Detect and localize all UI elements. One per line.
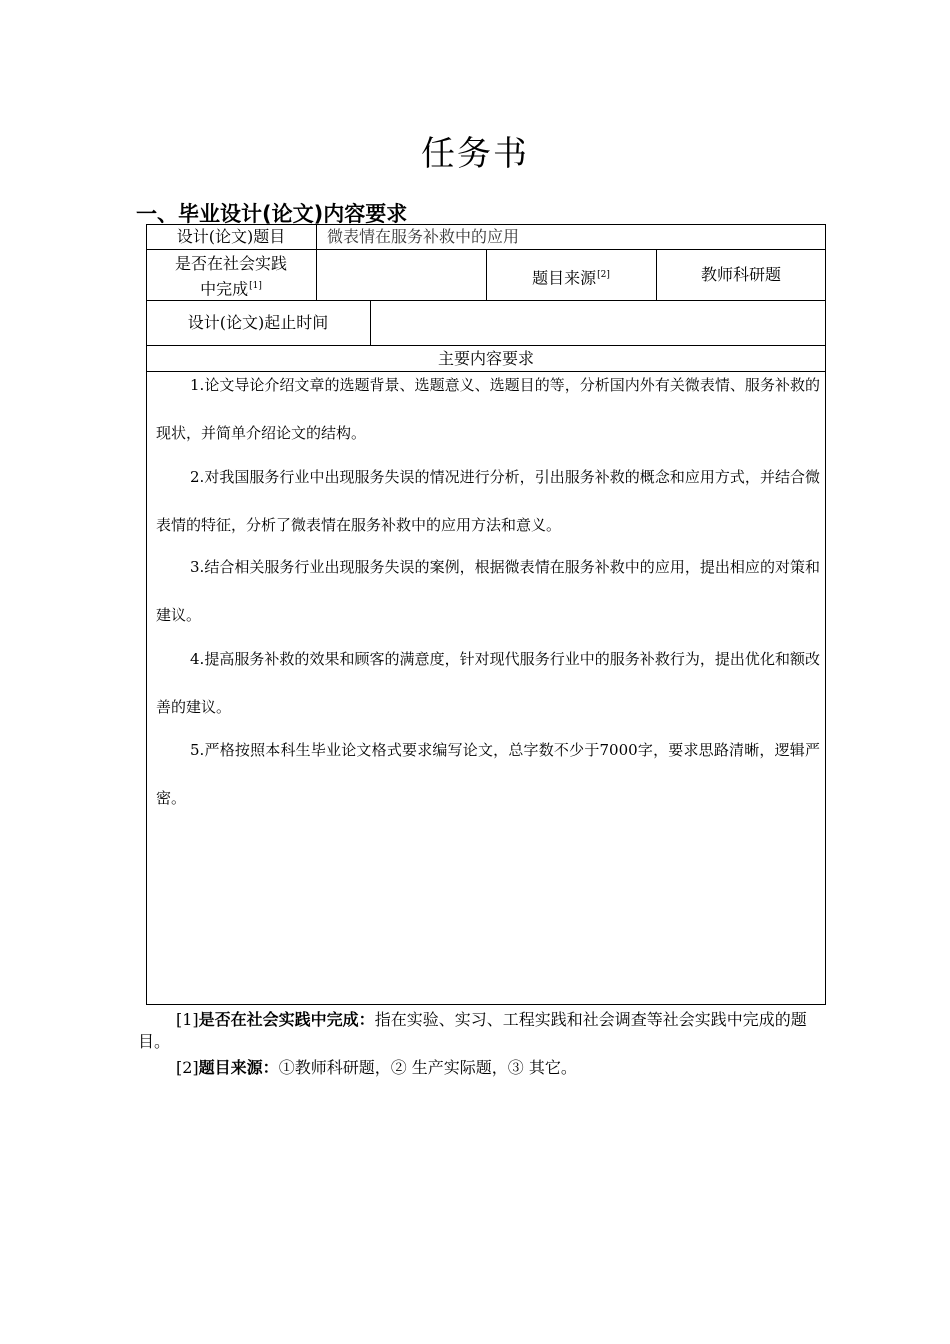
- source-label: [486, 264, 656, 289]
- footnote-text: 指在实验、实习、工程实践和社会调查等社会实践中完成的题目。: [138, 1010, 807, 1051]
- col-divider: [370, 300, 371, 346]
- source-value: 教师科研题: [700, 265, 781, 284]
- footnote-ref: [1]: [176, 1010, 199, 1029]
- practice-label: [146, 253, 316, 300]
- footnote-2: [138, 1057, 838, 1079]
- topic-value: 微表情在服务补救中的应用: [327, 227, 520, 246]
- footnote-term: 题目来源：: [198, 1058, 279, 1077]
- footnote-ref: [2]: [176, 1058, 199, 1077]
- requirement-item: 5.严格按照本科生毕业论文格式要求编写论文，总字数不少于7000字，要求思路清晰，逻辑严密。: [156, 741, 820, 807]
- period-label: 设计(论文)起止时间: [187, 313, 329, 332]
- row-divider: [146, 345, 826, 346]
- section-heading: 一、毕业设计(论文)内容要求: [136, 202, 408, 226]
- requirement-item: 2.对我国服务行业中出现服务失误的情况进行分析，引出服务补救的概念和应用方式，并结合微表情的特征，分析了微表情在服务补救中的应用方法和意义。: [156, 468, 820, 534]
- requirement-item: 1.论文导论介绍文章的选题背景、选题意义、选题目的等，分析国内外有关微表情、服务补救的现状，并简单介绍论文的结构。: [156, 376, 820, 442]
- practice-label-line2: 中完成: [200, 279, 249, 299]
- source-label-text: 题目来源: [532, 268, 597, 288]
- footnote-ref: [2]: [597, 270, 610, 280]
- footnote-text: ①教师科研题，② 生产实际题，③ 其它。: [278, 1058, 577, 1077]
- topic-label: 设计(论文)题目: [176, 227, 286, 246]
- requirement-item: 4.提高服务补救的效果和顾客的满意度，针对现代服务行业中的服务补救行为，提出优化和额改善的建议。: [156, 650, 820, 716]
- page-title: 任务书: [421, 134, 529, 174]
- footnote-1: [138, 1009, 838, 1053]
- practice-label-line1: 是否在社会实践: [174, 254, 287, 273]
- col-divider: [316, 224, 317, 301]
- footnote-term: 是否在社会实践中完成：: [198, 1010, 375, 1029]
- footnote-ref: [1]: [249, 281, 262, 291]
- requirement-item: 3.结合相关服务行业出现服务失误的案例，根据微表情在服务补救中的应用，提出相应的对策和建议。: [156, 558, 820, 624]
- requirements-header: 主要内容要求: [437, 349, 534, 368]
